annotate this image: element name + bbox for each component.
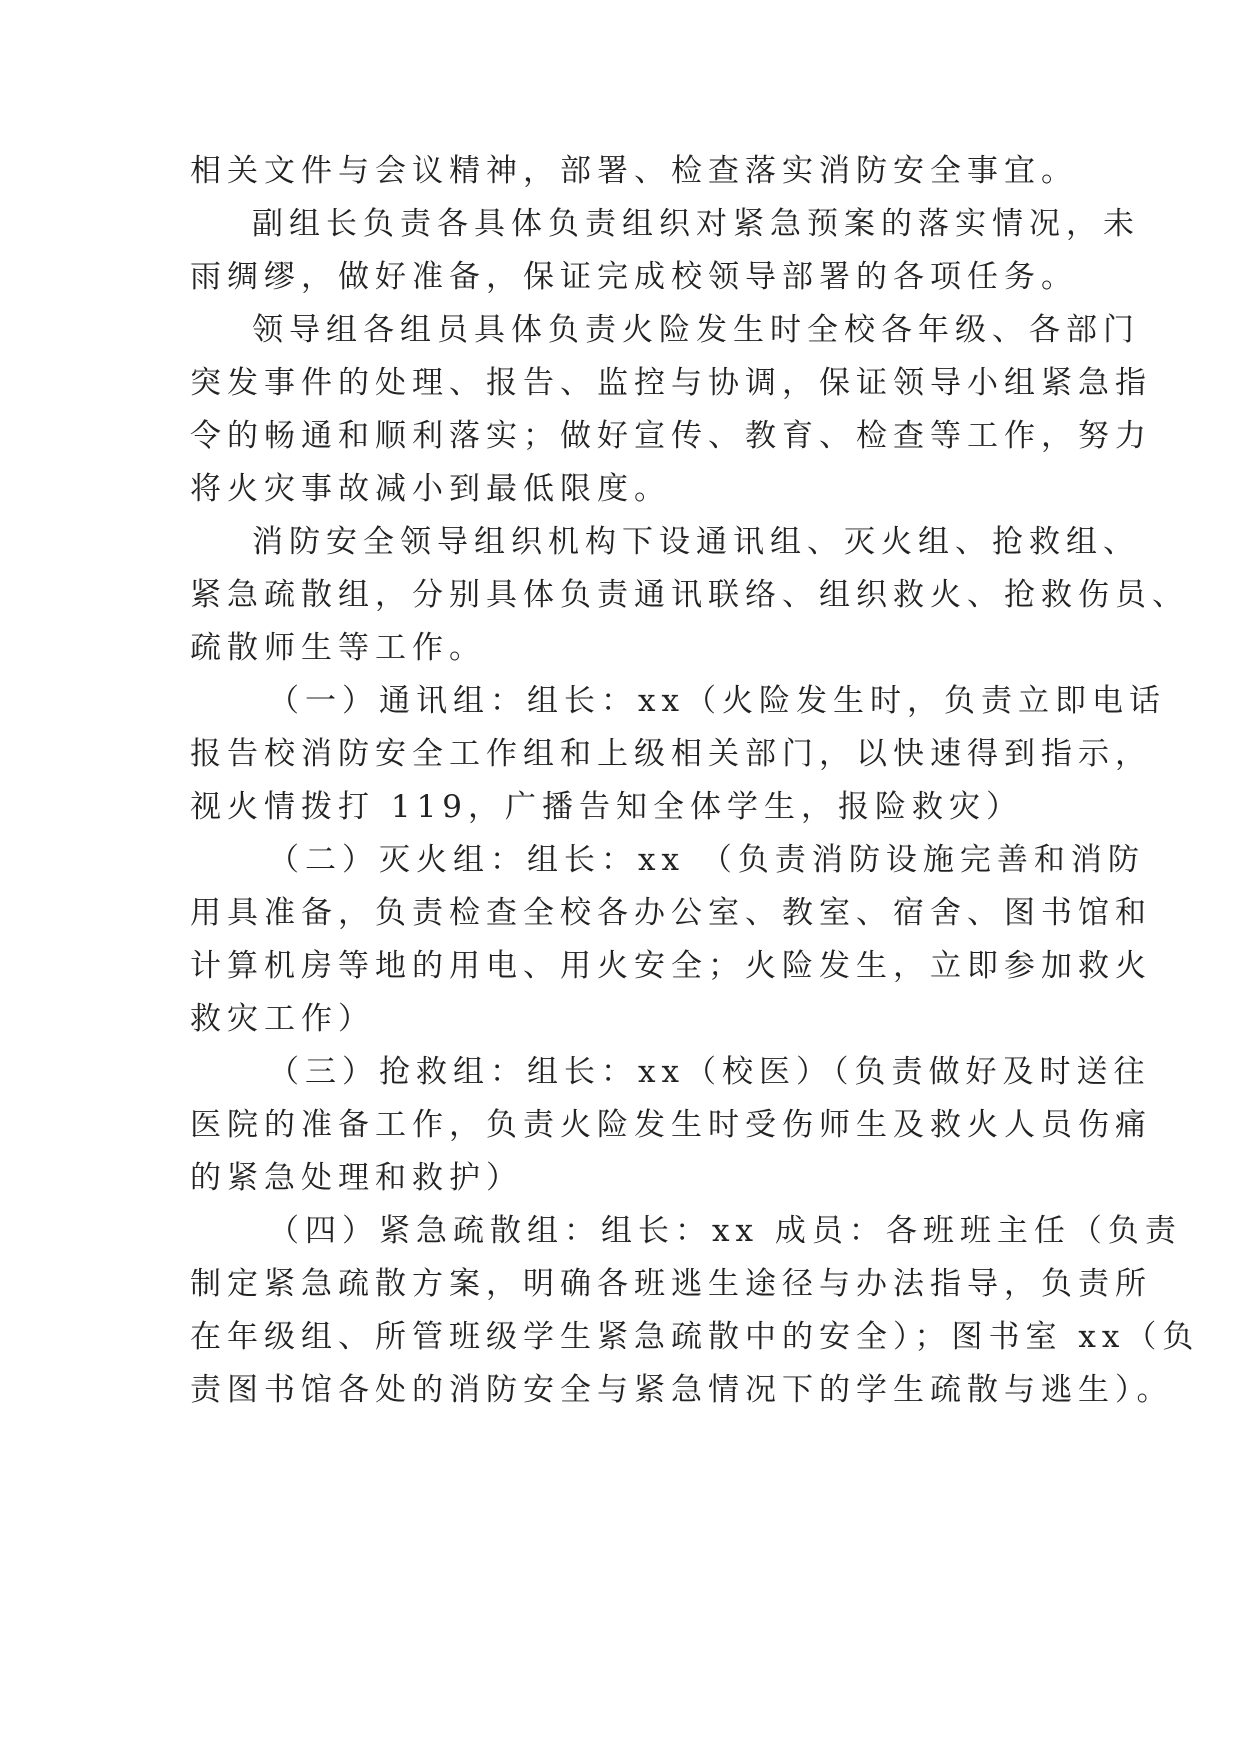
text-line: 救灾工作） bbox=[190, 1001, 375, 1037]
text-line: 计算机房等地的用电、用火安全；火险发生，立即参加救火 bbox=[190, 948, 1152, 984]
text-line: （二）灭火组：组长：xx （负责消防设施完善和消防 bbox=[268, 842, 1145, 878]
text-line: 领导组各组员具体负责火险发生时全校各年级、各部门 bbox=[252, 312, 1140, 348]
text-line: 制定紧急疏散方案，明确各班逃生途径与办法指导，负责所 bbox=[190, 1266, 1152, 1302]
text-line: （一）通讯组：组长：xx（火险发生时，负责立即电话 bbox=[268, 683, 1166, 719]
text-line: 紧急疏散组，分别具体负责通讯联络、组织救火、抢救伤员、 bbox=[190, 577, 1189, 613]
text-line: 的紧急处理和救护） bbox=[190, 1160, 523, 1196]
text-line: 雨绸缪，做好准备，保证完成校领导部署的各项任务。 bbox=[190, 259, 1078, 295]
text-line: 在年级组、所管班级学生紧急疏散中的安全）；图书室 xx（负 bbox=[190, 1319, 1200, 1355]
text-line: 用具准备，负责检查全校各办公室、教室、宿舍、图书馆和 bbox=[190, 895, 1152, 931]
text-line: 报告校消防安全工作组和上级相关部门，以快速得到指示， bbox=[190, 736, 1152, 772]
text-line: 相关文件与会议精神，部署、检查落实消防安全事宜。 bbox=[190, 153, 1078, 189]
text-line: （三）抢救组：组长：xx（校医）（负责做好及时送往 bbox=[268, 1054, 1151, 1090]
text-line: 消防安全领导组织机构下设通讯组、灭火组、抢救组、 bbox=[252, 524, 1140, 560]
text-line: 责图书馆各处的消防安全与紧急情况下的学生疏散与逃生）。 bbox=[190, 1372, 1174, 1408]
text-line: 疏散师生等工作。 bbox=[190, 630, 486, 666]
text-line: 令的畅通和顺利落实；做好宣传、教育、检查等工作，努力 bbox=[190, 418, 1152, 454]
text-line: 医院的准备工作，负责火险发生时受伤师生及救火人员伤痛 bbox=[190, 1107, 1152, 1143]
text-line: 副组长负责各具体负责组织对紧急预案的落实情况，未 bbox=[252, 206, 1140, 242]
text-line: 突发事件的处理、报告、监控与协调，保证领导小组紧急指 bbox=[190, 365, 1152, 401]
text-line: （四）紧急疏散组：组长：xx 成员：各班班主任（负责 bbox=[268, 1213, 1182, 1249]
text-line: 视火情拨打 119，广播告知全体学生，报险救灾） bbox=[190, 789, 1024, 825]
text-line: 将火灾事故减小到最低限度。 bbox=[190, 471, 671, 507]
